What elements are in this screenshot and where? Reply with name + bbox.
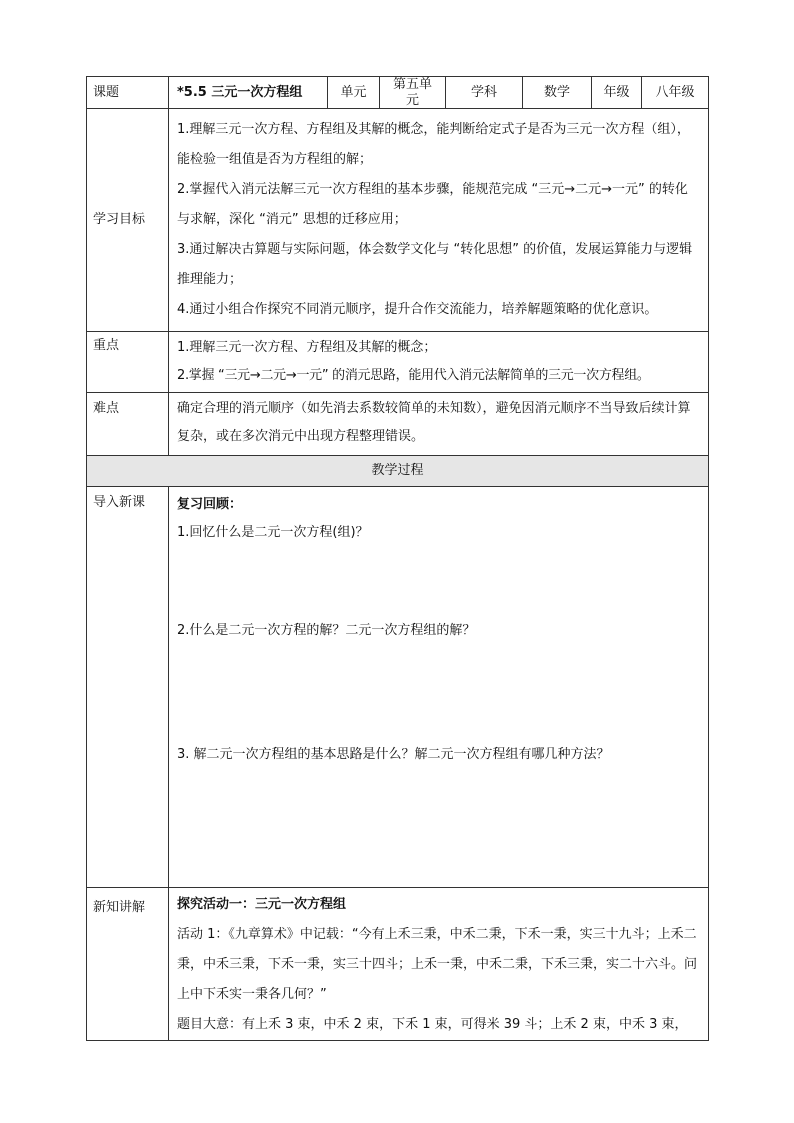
lesson-plan-table (86, 76, 709, 1041)
process-band (87, 456, 709, 487)
objective-item-2: 2.掌握代入消元法解三元一次方程组的基本步骤，能规范完成 “三元→二元→一元” 的转化与求解，深化 “消元” 思想的迁移应用； (177, 182, 688, 228)
process-title: 教学过程 (87, 456, 709, 487)
key-points-row (87, 332, 709, 393)
activity-title: 探究活动一：三元一次方程组 (177, 897, 347, 913)
review-question-2: 2.什么是二元一次方程的解？二元一次方程组的解？ (177, 623, 476, 639)
grade-value: 八年级 (642, 77, 709, 109)
meaning-text: 题目大意：有上禾 3 束，中禾 2 束，下禾 1 束，可得米 39 斗；上禾 2 束，中禾 3 束， (177, 1017, 688, 1033)
new-knowledge-row (87, 888, 709, 1041)
objectives-row (87, 109, 709, 332)
key-points-label: 重点 (87, 332, 169, 393)
difficulty-label: 难点 (87, 393, 169, 456)
new-knowledge-label: 新知讲解 (87, 888, 169, 1041)
key-point-2: 2.掌握 “三元→二元→一元” 的消元思路，能用代入消元法解简单的三元一次方程组。 (177, 368, 650, 384)
objective-item-1: 1.理解三元一次方程、方程组及其解的概念，能判断给定式子是否为三元一次方程（组），能检验一组值是否为方程组的解； (177, 122, 690, 168)
unit-value: 第五单元 (380, 77, 446, 109)
activity-text: 活动 1：《九章算术》中记载：“今有上禾三秉，中禾二秉，下禾一秉，实三十九斗；上禾二秉，中禾三秉，下禾一秉，实三十四斗；上禾一秉，中禾二秉，下禾三秉，实二十六斗。问上中下禾实一秉各几何？” (177, 927, 698, 1003)
header-row (87, 77, 709, 109)
review-title: 复习回顾： (177, 497, 243, 513)
intro-row (87, 487, 709, 888)
objective-item-3: 3.通过解决古算题与实际问题，体会数学文化与 “转化思想” 的价值，发展运算能力与逻辑推理能力； (177, 242, 693, 288)
intro-label: 导入新课 (87, 487, 169, 888)
key-point-1: 1.理解三元一次方程、方程组及其解的概念； (177, 340, 437, 356)
objectives-label: 学习目标 (87, 109, 169, 332)
keti-label: 课题 (87, 77, 169, 109)
subject-label: 学科 (446, 77, 523, 109)
keti-value: *5.5 三元一次方程组 (169, 77, 328, 109)
review-question-1: 1.回忆什么是二元一次方程(组)？ (177, 525, 369, 541)
unit-label: 单元 (328, 77, 380, 109)
grade-label: 年级 (592, 77, 642, 109)
difficulty-text: 确定合理的消元顺序（如先消去系数较简单的未知数），避免因消元顺序不当导致后续计算复杂，或在多次消元中出现方程整理错误。 (177, 401, 691, 445)
lesson-plan-document (86, 76, 708, 1041)
objective-item-4: 4.通过小组合作探究不同消元顺序，提升合作交流能力，培养解题策略的优化意识。 (177, 302, 658, 318)
subject-value: 数学 (523, 77, 592, 109)
review-question-3: 3. 解二元一次方程组的基本思路是什么？解二元一次方程组有哪几种方法？ (177, 747, 610, 763)
difficulty-row (87, 393, 709, 456)
